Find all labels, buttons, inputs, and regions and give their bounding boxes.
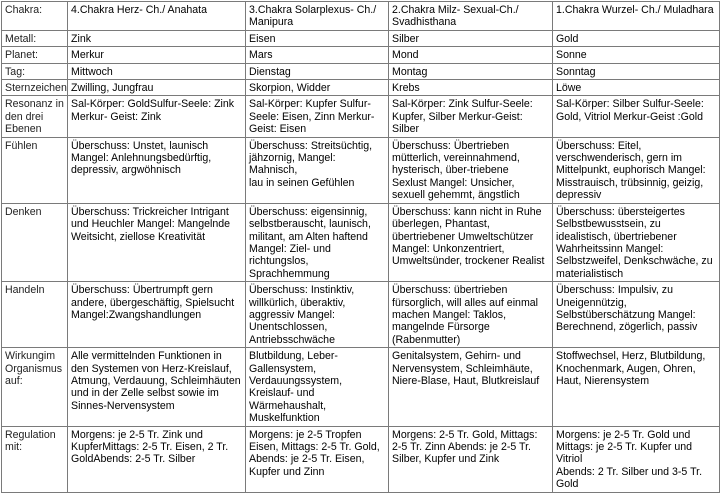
table-cell: Überschuss: Trickreicher Intrigant und Heuchler Mangel: Mangelnde Weitsicht, ziellose Kreativität — [68, 203, 246, 281]
table-cell: Überschuss: übersteigertes Selbstbewusstsein, zu idealistisch, übertriebener Wahrheitssinn Mangel: Selbstzweifel, Denkschwäche, zu materialistisch — [553, 203, 720, 281]
table-row — [2, 137, 720, 203]
table-cell: Mars — [246, 47, 389, 63]
row-label-wirkung: Wirkungim Organismus auf: — [2, 348, 68, 426]
table-cell: Überschuss: Unstet, launisch Mangel: Anlehnungsbedürftig, depressiv, argwöhnisch — [68, 137, 246, 203]
table-cell: Überschuss: Übertrieben mütterlich, vereinnahmend, hysterisch, über-triebene Sexlust Mangel: Unsicher, sexuell gehemmt, ängstlich — [389, 137, 553, 203]
table-row — [2, 203, 720, 281]
row-label-handeln: Handeln — [2, 282, 68, 348]
table-cell: Stoffwechsel, Herz, Blutbildung, Knochenmark, Augen, Ohren, Haut, Nierensystem — [553, 348, 720, 426]
chakra-table — [1, 1, 720, 493]
table-cell: Mond — [389, 47, 553, 63]
table-cell: Überschuss: Streitsüchtig, jähzornig, Mangel: Mahnisch, lau in seinen Gefühlen — [246, 137, 389, 203]
table-cell: Morgens: je 2-5 Tropfen Eisen, Mittags: 2-5 Tr. Gold, Abends: je 2-5 Tr. Eisen, Kupfer und Zinn — [246, 426, 389, 492]
table-cell: Mittwoch — [68, 63, 246, 79]
table-cell: Sal-Körper: Kupfer Sulfur- Seele: Eisen, Zinn Merkur- Geist: Eisen — [246, 96, 389, 137]
table-cell: Morgens: je 2-5 Tr. Gold und Mittags: je 2-5 Tr. Kupfer und Vitriol Abends: 2 Tr. Silber und 3-5 Tr. Gold — [553, 426, 720, 492]
table-cell: Eisen — [246, 30, 389, 46]
table-cell: Zink — [68, 30, 246, 46]
table-cell: Dienstag — [246, 63, 389, 79]
chakra-table-page — [0, 1, 720, 491]
table-cell: Montag — [389, 63, 553, 79]
table-cell: Zwilling, Jungfrau — [68, 80, 246, 96]
row-label-fuehlen: Fühlen — [2, 137, 68, 203]
row-label-metall: Metall: — [2, 30, 68, 46]
header-row — [2, 2, 720, 31]
table-cell: Silber — [389, 30, 553, 46]
row-label-regulation: Regulation mit: — [2, 426, 68, 492]
row-label-resonanz: Resonanz in den drei Ebenen — [2, 96, 68, 137]
row-label-denken: Denken — [2, 203, 68, 281]
table-cell: Überschuss: kann nicht in Ruhe überlegen, Phantast, übertriebener Umweltschützer Mangel: Unkonzentriert, Umweltsünder, trockener Realist — [389, 203, 553, 281]
row-label-planet: Planet: — [2, 47, 68, 63]
table-cell: Sal-Körper: Silber Sulfur-Seele: Gold, Vitriol Merkur-Geist :Gold — [553, 96, 720, 137]
table-cell: Skorpion, Widder — [246, 80, 389, 96]
table-cell: Überschuss: eigensinnig, selbstberauscht, launisch, militant, am Alten haftend Mangel: Ziel- und richtungslos, Sprachhemmung — [246, 203, 389, 281]
header-col-anahata: 4.Chakra Herz- Ch./ Anahata — [68, 2, 246, 31]
header-col-svadhisthana: 2.Chakra Milz- Sexual-Ch./ Svadhisthana — [389, 2, 553, 31]
table-cell: Merkur — [68, 47, 246, 63]
table-cell: Löwe — [553, 80, 720, 96]
table-cell: Überschuss: Übertrumpft gern andere, übergeschäftig, Spielsucht Mangel:Zwangshandlungen — [68, 282, 246, 348]
table-cell: Überschuss: Eitel, verschwenderisch, gern im Mittelpunkt, euphorisch Mangel: Misstrauisch, trübsinnig, geizig, depressiv — [553, 137, 720, 203]
table-row — [2, 282, 720, 348]
table-cell: Sonntag — [553, 63, 720, 79]
table-row — [2, 96, 720, 137]
table-cell: Sal-Körper: Zink Sulfur-Seele: Kupfer, Silber Merkur-Geist: Silber — [389, 96, 553, 137]
header-label: Chakra: — [2, 2, 68, 31]
table-row — [2, 348, 720, 426]
table-row — [2, 30, 720, 46]
table-cell: Blutbildung, Leber- Gallensystem, Verdauungssystem, Kreislauf- und Wärmehaushalt, Muskelfunktion — [246, 348, 389, 426]
table-cell: Genitalsystem, Gehirn- und Nervensystem, Schleimhäute, Niere-Blase, Haut, Blutkreislauf — [389, 348, 553, 426]
table-row — [2, 80, 720, 96]
row-label-tag: Tag: — [2, 63, 68, 79]
table-cell: Überschuss: Instinktiv, willkürlich, überaktiv, aggressiv Mangel: Unentschlossen, Antriebsschwäche — [246, 282, 389, 348]
table-cell: Morgens: je 2-5 Tr. Zink und KupferMittags: 2-5 Tr. Eisen, 2 Tr. GoldAbends: 2-5 Tr. Silber — [68, 426, 246, 492]
table-row — [2, 47, 720, 63]
row-label-sternzeichen: Sternzeichen — [2, 80, 68, 96]
table-row — [2, 63, 720, 79]
table-cell: Krebs — [389, 80, 553, 96]
table-cell: Überschuss: übertrieben fürsorglich, will alles auf einmal machen Mangel: Taklos, mangelnde Fürsorge (Rabenmutter) — [389, 282, 553, 348]
header-col-muladhara: 1.Chakra Wurzel- Ch./ Muladhara — [553, 2, 720, 31]
table-cell: Alle vermittelnden Funktionen in den Systemen von Herz-Kreislauf, Atmung, Verdauung, Schleimhäuten und in der Zelle selbst sowie im Sinnes-Nervensystem — [68, 348, 246, 426]
header-col-manipura: 3.Chakra Solarplexus- Ch./ Manipura — [246, 2, 389, 31]
table-cell: Überschuss: Impulsiv, zu Uneigennützig, Selbstüberschätzung Mangel: Berechnend, zögerlich, passiv — [553, 282, 720, 348]
table-cell: Sonne — [553, 47, 720, 63]
table-cell: Morgens: 2-5 Tr. Gold, Mittags: 2-5 Tr. Zinn Abends: je 2-5 Tr. Silber, Kupfer und Zink — [389, 426, 553, 492]
table-row — [2, 426, 720, 492]
table-cell: Gold — [553, 30, 720, 46]
table-cell: Sal-Körper: GoldSulfur-Seele: Zink Merkur- Geist: Zink — [68, 96, 246, 137]
